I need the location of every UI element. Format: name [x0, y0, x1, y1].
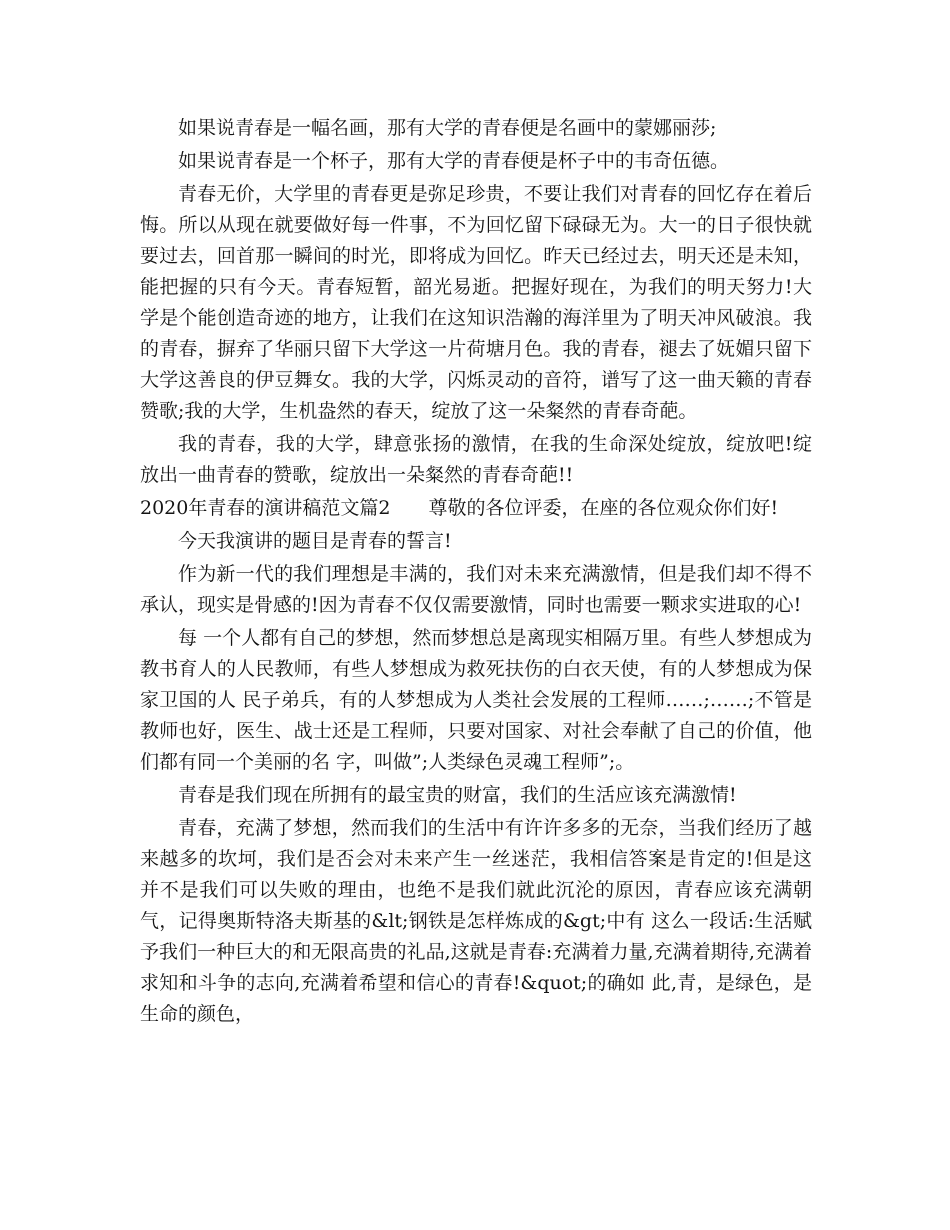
paragraph-7: 每 一个人都有自己的梦想，然而梦想总是离现实相隔万里。有些人梦想成为教书育人的人民教师，有些人梦想成为救死扶伤的白衣天使，有的人梦想成为保家卫国的人 民子弟兵，有的人梦想成为人类社会发展的工程师……;……;不管是教师也好，医生、战士还是工程师，只要对国家、对社会奉献了自己的价值，他们都有同一个美丽的名 字，叫做”;人类绿色灵魂工程师”;。 [140, 627, 812, 773]
section-heading-line [140, 493, 812, 524]
paragraph-9: 青春，充满了梦想，然而我们的生活中有许许多多的无奈，当我们经历了越来越多的坎坷，我们是否会对未来产生一丝迷茫，我相信答案是肯定的!但是这并不是我们可以失败的理由，也绝不是我们就此沉沦的原因，青春应该充满朝气，记得奥斯特洛夫斯基的&lt;钢铁是怎样炼成的&gt;中有 这么一段话:生活赋予我们一种巨大的和无限高贵的礼品,这就是青春:充满着力量,充满着期待,充满着求知和斗争的志向,充满着希望和信心的青春!&quot;的确如 此,青，是绿色，是生命的颜色， [140, 817, 812, 1025]
paragraph-8: 青春是我们现在所拥有的最宝贵的财富，我们的生活应该充满激情! [178, 784, 737, 806]
greeting-text: 尊敬的各位评委，在座的各位观众你们好! [428, 497, 779, 519]
paragraph-6: 作为新一代的我们理想是丰满的，我们对未来充满激情，但是我们却不得不承认，现实是骨感的!因为青春不仅仅需要激情，同时也需要一颗求实进取的心! [140, 563, 812, 616]
paragraph-1: 如果说青春是一幅名画，那有大学的青春便是名画中的蒙娜丽莎; [178, 117, 717, 139]
paragraph-5: 今天我演讲的题目是青春的誓言! [178, 530, 452, 552]
paragraph-4: 我的青春，我的大学，肆意张扬的激情，在我的生命深处绽放，绽放吧!绽放出一曲青春的赞歌，绽放出一朵粲然的青春奇葩!! [140, 433, 812, 486]
section-heading: 2020年青春的演讲稿范文篇2 [140, 497, 391, 519]
paragraph-2: 如果说青春是一个杯子，那有大学的青春便是杯子中的韦奇伍德。 [178, 150, 730, 172]
document-body [140, 113, 812, 1032]
paragraph-3: 青春无价，大学里的青春更是弥足珍贵，不要让我们对青春的回忆存在着后悔。所以从现在就要做好每一件事，不为回忆留下碌碌无为。大一的日子很快就要过去，回首那一瞬间的时光，即将成为回忆。昨天已经过去，明天还是未知，能把握的只有今天。青春短暂，韶光易逝。把握好现在，为我们的明天努力!大学是个能创造奇迹的地方，让我们在这知识浩瀚的海洋里为了明天冲风破浪。我的青春，摒弃了华丽只留下大学这一片荷塘月色。我的青春，褪去了妩媚只留下大学这善良的伊豆舞女。我的大学，闪烁灵动的音符，谱写了这一曲天籁的青春赞歌;我的大学，生机盎然的春天，绽放了这一朵粲然的青春奇葩。 [140, 183, 812, 422]
